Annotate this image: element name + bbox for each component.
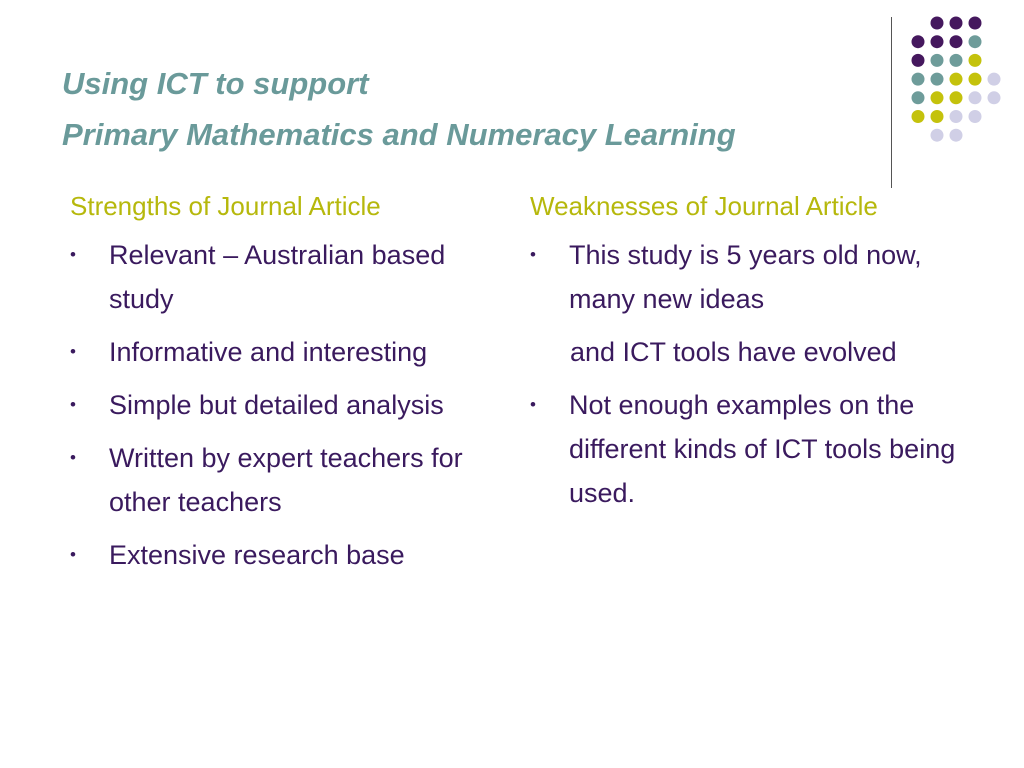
title-line-2: Primary Mathematics and Numeracy Learning: [62, 117, 736, 152]
bullet-icon: •: [70, 245, 76, 264]
list-item: [70, 383, 510, 427]
strengths-column: [70, 180, 510, 586]
decorative-dot: [912, 35, 925, 48]
decorative-dot: [950, 35, 963, 48]
decorative-dot: [950, 110, 963, 123]
decorative-dot: [950, 17, 963, 30]
decorative-dot: [950, 73, 963, 86]
decorative-dot: [931, 91, 944, 104]
list-item: [530, 233, 970, 321]
decorative-dot: [950, 54, 963, 67]
decorative-dot: [969, 91, 982, 104]
list-item-text: This study is 5 years old now, many new ideas: [569, 240, 922, 314]
decorative-dot: [912, 54, 925, 67]
list-item-text: Extensive research base: [109, 540, 405, 570]
decorative-dot: [931, 73, 944, 86]
decorative-dot: [950, 129, 963, 142]
decorative-dot: [969, 35, 982, 48]
list-item-text: Not enough examples on the different kinds of ICT tools being used.: [569, 390, 956, 508]
decorative-dot: [931, 129, 944, 142]
list-item: [70, 436, 510, 524]
decorative-dot: [931, 110, 944, 123]
list-item: [70, 233, 510, 321]
decorative-dot: [969, 110, 982, 123]
decorative-dot: [931, 54, 944, 67]
decorative-dot: [912, 110, 925, 123]
bullet-icon: •: [530, 395, 536, 414]
strengths-list: [70, 233, 510, 577]
decorative-dot-grid: [0, 0, 1024, 180]
list-item-continuation: and ICT tools have evolved: [570, 337, 897, 367]
decorative-dot: [912, 73, 925, 86]
weaknesses-heading: Weaknesses of Journal Article: [530, 191, 878, 221]
decorative-dot: [912, 91, 925, 104]
list-item: [70, 533, 510, 577]
decorative-dot: [969, 73, 982, 86]
list-item: [70, 330, 510, 374]
weaknesses-column: [530, 180, 970, 524]
bullet-icon: •: [70, 448, 76, 467]
list-item: [530, 383, 970, 515]
bullet-icon: •: [530, 245, 536, 264]
list-item-text: Written by expert teachers for other teachers: [109, 443, 463, 517]
strengths-heading: Strengths of Journal Article: [70, 191, 381, 221]
decorative-dot: [950, 91, 963, 104]
decorative-dot: [931, 35, 944, 48]
decorative-dot: [988, 73, 1001, 86]
bullet-icon: •: [70, 545, 76, 564]
bullet-icon: •: [70, 395, 76, 414]
list-item-text: Relevant – Australian based study: [109, 240, 446, 314]
list-item-text: Informative and interesting: [109, 337, 428, 367]
decorative-dot: [969, 17, 982, 30]
decorative-dot: [988, 91, 1001, 104]
weaknesses-list-continued: [530, 383, 970, 515]
title-line-1: Using ICT to support: [62, 66, 369, 101]
weaknesses-list: [530, 233, 970, 321]
bullet-icon: •: [70, 342, 76, 361]
decorative-dot: [969, 54, 982, 67]
list-item-text: Simple but detailed analysis: [109, 390, 444, 420]
decorative-dot: [931, 17, 944, 30]
